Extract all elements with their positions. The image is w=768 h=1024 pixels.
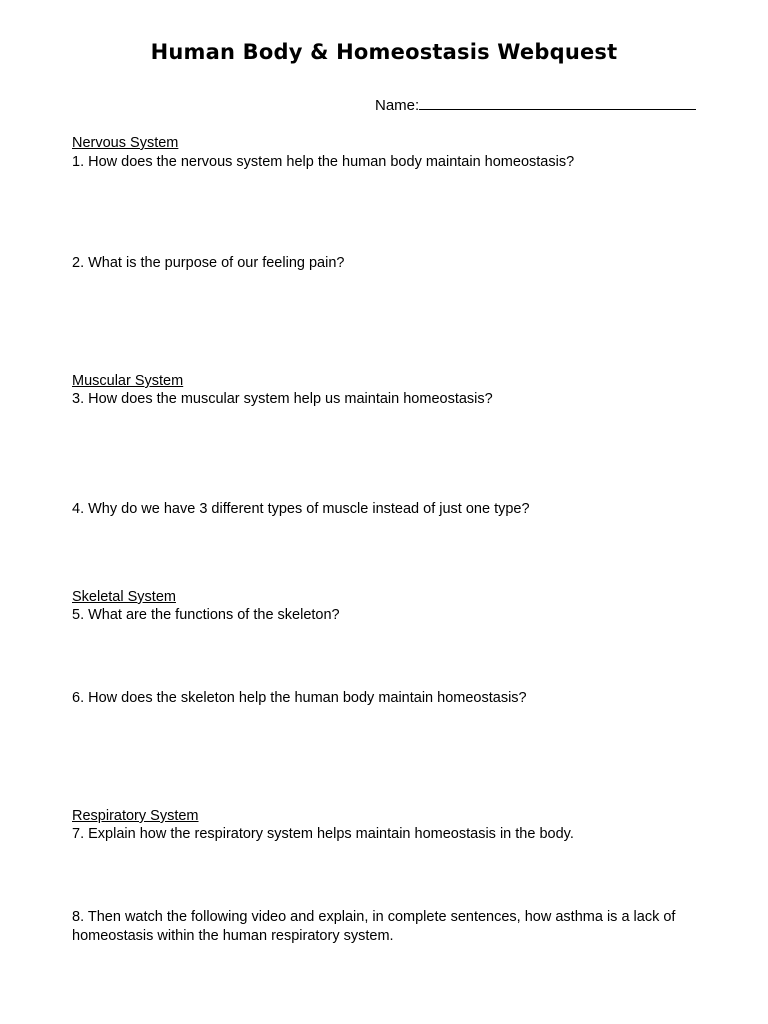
section-heading-muscular-system: Muscular System: [72, 373, 184, 389]
question-8: 8. Then watch the following video and explain, in complete sentences, how asthma is a lack of homeostasis within the human respiratory system.: [72, 909, 676, 944]
worksheet-title: Human Body & Homeostasis Webquest: [150, 40, 618, 64]
section-heading-respiratory-system: Respiratory System: [72, 808, 199, 824]
question-3: 3. How does the muscular system help us maintain homeostasis?: [72, 391, 493, 407]
question-6: 6. How does the skeleton help the human body maintain homeostasis?: [72, 690, 527, 706]
question-5: 5. What are the functions of the skeleton?: [72, 607, 340, 623]
section-heading-skeletal-system: Skeletal System: [72, 589, 176, 605]
question-7: 7. Explain how the respiratory system helps maintain homeostasis in the body.: [72, 826, 574, 842]
name-blank-line[interactable]: [419, 95, 696, 110]
section-heading-nervous-system: Nervous System: [72, 135, 179, 151]
question-4: 4. Why do we have 3 different types of muscle instead of just one type?: [72, 501, 530, 517]
question-2: 2. What is the purpose of our feeling pain?: [72, 255, 345, 271]
question-1: 1. How does the nervous system help the human body maintain homeostasis?: [72, 154, 575, 170]
name-label: Name:: [375, 97, 420, 114]
name-field: [375, 95, 696, 114]
